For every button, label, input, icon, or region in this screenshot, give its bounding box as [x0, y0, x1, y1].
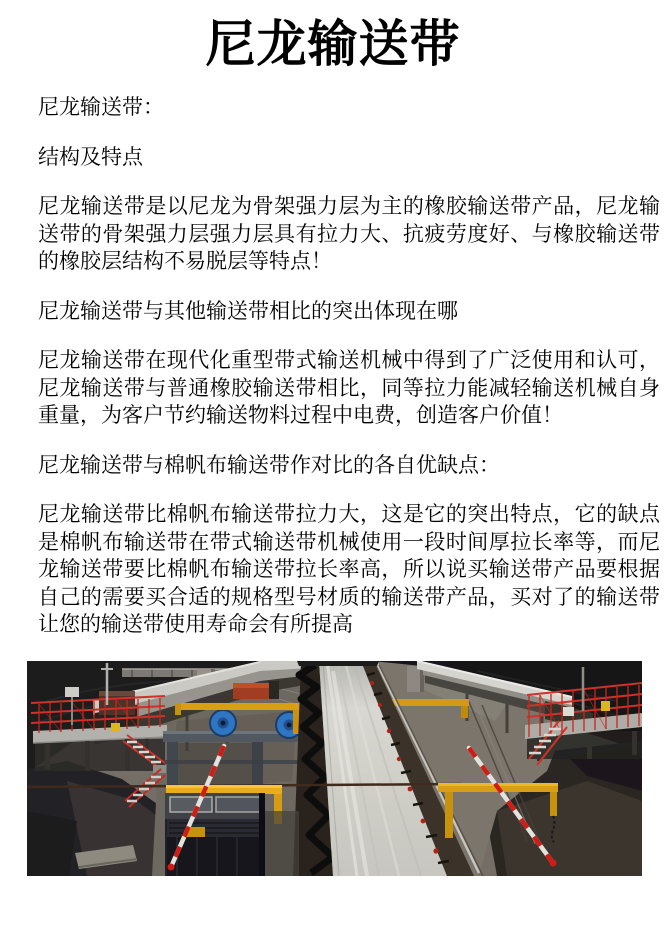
conveyor-photo-figure	[27, 661, 642, 876]
paragraph-canvas-body: 尼龙输送带比棉帆布输送带拉力大，这是它的突出特点，它的缺点是棉帆布输送带在带式输送带机械使用一段时间厚拉长率等，而尼龙输送带要比棉帆布输送带拉长率高，所以说买输送带产品要根据自己的需要买合适的规格型号材质的输送带产品，买对了的输送带让您的输送带使用寿命会有所提高	[38, 502, 660, 636]
page	[0, 16, 666, 946]
paragraph-compare-heading: 尼龙输送带与其他输送带相比的突出体现在哪	[38, 298, 458, 323]
paragraph-intro-label: 尼龙输送带：	[38, 95, 164, 119]
photo-blue-drum-left	[210, 710, 236, 736]
paragraph-structure-body: 尼龙输送带是以尼龙为骨架强力层为主的橡胶输送带产品，尼龙输送带的骨架强力层强力层具有拉力大、抗疲劳度好、与橡胶输送带的橡胶层结构不易脱层等特点！	[38, 194, 660, 273]
paragraph-structure-heading: 结构及特点	[38, 144, 143, 169]
conveyor-photo	[27, 661, 642, 876]
paragraph-compare-body: 尼龙输送带在现代化重型带式输送机械中得到了广泛使用和认可，尼龙输送带与普通橡胶输送带相比，同等拉力能减轻输送机械自身重量，为客户节约输送物料过程中电费，创造客户价值！	[38, 348, 660, 427]
page-title: 尼龙输送带	[205, 15, 461, 73]
article-body	[0, 94, 666, 639]
paragraph-canvas-heading: 尼龙输送带与棉帆布输送带作对比的各自优缺点：	[38, 452, 500, 477]
